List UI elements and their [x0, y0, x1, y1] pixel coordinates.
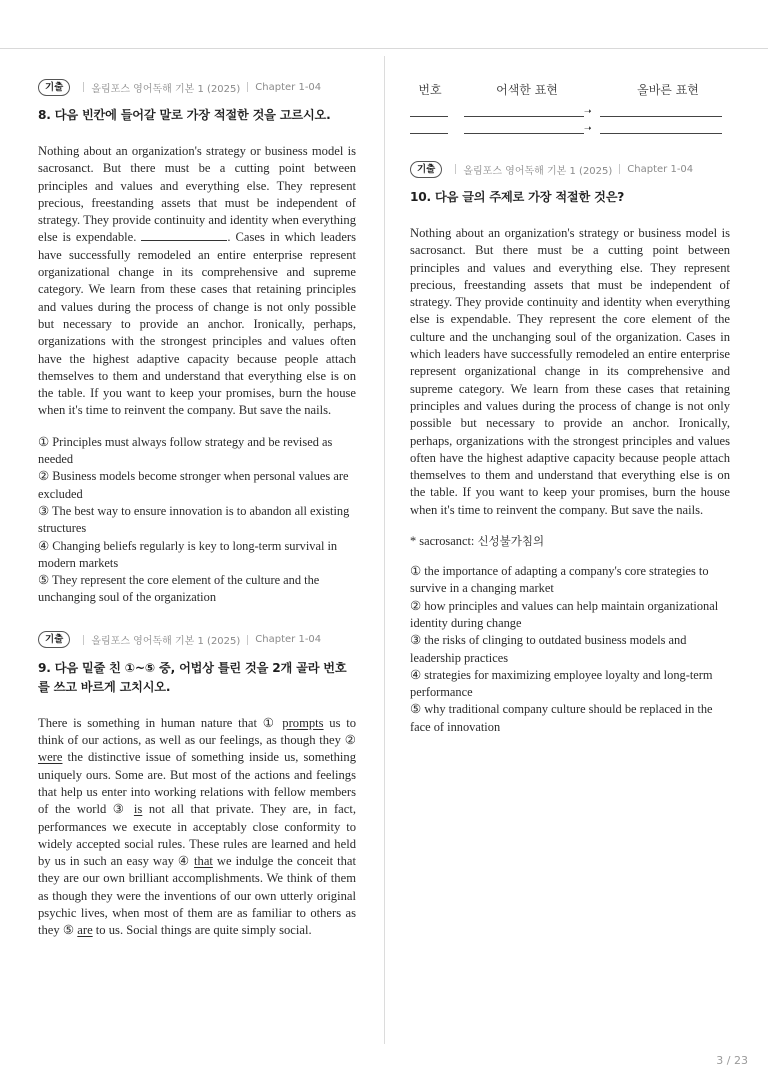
source-line: [38, 631, 356, 649]
question-passage: [38, 715, 356, 940]
underlined-word-1: prompts: [282, 715, 324, 730]
correct-expression-blank[interactable]: [600, 123, 722, 134]
wrong-expression-blank[interactable]: [464, 123, 584, 134]
option-3[interactable]: ③ The best way to ensure innovation is to abandon all existing structures: [38, 503, 350, 536]
section-gap: [410, 134, 730, 160]
underlined-word-2: were: [38, 750, 63, 765]
passage-text: to us. Social things are quite simply social.: [92, 923, 312, 938]
arrow-icon: ➝: [584, 107, 592, 117]
underlined-word-5: are: [77, 923, 93, 938]
question-8: [38, 78, 356, 607]
footnote-meaning: 신성불가침의: [477, 534, 545, 549]
wrong-expression-blank[interactable]: [464, 106, 584, 117]
source-book: 올림포스 영어독해 기본 1 (2025): [91, 636, 241, 648]
option-4[interactable]: ④ Changing beliefs regularly is key to long-term survival in modern markets: [38, 538, 338, 570]
page-number: 3 / 23: [716, 1054, 748, 1067]
answer-blank: [141, 229, 227, 241]
source-separator: [455, 164, 456, 174]
question-passage: [38, 143, 356, 420]
question-10: [410, 160, 730, 736]
source-separator: [619, 164, 620, 174]
option-4[interactable]: ④ strategies for maximizing employee loyalty and long-term performance: [410, 667, 713, 700]
column-divider: [384, 56, 385, 1044]
past-exam-badge: 기출: [38, 79, 70, 96]
underlined-word-4: that: [194, 854, 213, 869]
source-separator: [83, 635, 84, 645]
passage-text: not all that private. They are, in fact, performances we execute in acceptably close conformity to widely accepted social rules. These rules are learned and held by us in such an easy way ④: [38, 802, 356, 869]
source-separator: [247, 82, 248, 92]
question-title: 9. 다음 밑줄 친 ①~⑤ 중, 어법상 틀린 것을 2개 골라 번호를 쓰고 바르게 고치시오.: [38, 660, 347, 694]
question-title: 10. 다음 글의 주제로 가장 적절한 것은?: [410, 190, 625, 204]
passage-part-a: Nothing about an organization's strategy or business model is sacrosanct. But there must be a cutting point between principles and values and everything else. They represent precious, freestanding assets that must be independent of strategy. They provide continuity and identity when everything else is expendable.: [38, 144, 356, 245]
passage-text: There is something in human nature that ①: [38, 715, 283, 730]
option-5[interactable]: ⑤ They represent the core element of the culture and the unchanging soul of the organization: [38, 573, 320, 605]
question-9: [38, 631, 356, 940]
answer-row: [410, 100, 730, 117]
underlined-word-3: is: [133, 802, 143, 817]
number-blank[interactable]: [410, 123, 448, 134]
arrow-icon: ➝: [584, 124, 592, 134]
footnote: [410, 533, 730, 549]
section-gap: [38, 607, 356, 631]
option-3[interactable]: ③ the risks of clinging to outdated business models and leadership practices: [410, 633, 687, 665]
source-line: [410, 160, 730, 178]
answer-options: [38, 434, 356, 607]
passage-text: us to think of our actions, as well as our feelings, as though they ②: [38, 715, 356, 748]
answer-options: [410, 563, 730, 736]
passage-part-b: . Cases in which leaders have successfully remodeled an entire enterprise represent organizational change in its comprehensive and supreme category. We learn from these cases that retaining principles and values during the process of change is not only possible but necessary to provide an anchor. Ironically, perhaps, organizations with the strongest principles and values often have the highest adaptive capacity because people attach themselves to them and understand that everything else is on the table. If you want to keep your promises, burn the house when it's time to reinvent the company. But save the nails.: [38, 230, 356, 418]
option-1[interactable]: ① the importance of adapting a company's core strategies to survive in a changing market: [410, 564, 709, 596]
source-line: [38, 78, 356, 96]
source-book: 올림포스 영어독해 기본 1 (2025): [463, 165, 613, 177]
source-book: 올림포스 영어독해 기본 1 (2025): [91, 83, 241, 95]
option-5[interactable]: ⑤ why traditional company culture should be replaced in the face of innovation: [410, 702, 713, 734]
past-exam-badge: 기출: [410, 161, 442, 178]
question-passage: Nothing about an organization's strategy or business model is sacrosanct. But there must be a cutting point between principles and values and everything else. They represent precious, freestanding assets that must be independent of strategy. They provide continuity and identity when everything else is expendable. They represent the core element of the culture and the unchanging soul of the organization. Cases in which leaders have successfully remodeled an entire enterprise represent organizational change in its comprehensive and supreme category. We learn from these cases that retaining principles and values during the process of change is not only possible but necessary to provide an anchor. Ironically, perhaps, organizations with the strongest principles and values often have the highest adaptive capacity because people attach themselves to them and understand that everything else is on the table. If you want to keep your promises, burn the house when it's time to reinvent the company. But save the nails.: [410, 226, 730, 517]
header-number: 번호: [418, 82, 442, 97]
footnote-term: * sacrosanct:: [410, 534, 478, 549]
number-blank[interactable]: [410, 106, 448, 117]
option-2[interactable]: ② how principles and values can help maintain organizational identity during change: [410, 598, 719, 630]
answer-table-header: [410, 78, 730, 100]
correct-expression-blank[interactable]: [600, 106, 722, 117]
header-rule: [0, 48, 768, 49]
option-1[interactable]: ① Principles must always follow strategy and be revised as needed: [38, 434, 333, 467]
header-correct-expression: 올바른 표현: [637, 82, 699, 97]
answer-table: [410, 78, 730, 134]
passage-text: the distinctive issue of something inside us, something uniquely ours. Some are. But most of the actions and feelings that help us enter into working relations with fellow members of the world ③: [38, 750, 356, 817]
source-chapter: Chapter 1-04: [255, 81, 322, 93]
source-separator: [247, 635, 248, 645]
right-column: [410, 78, 730, 736]
source-separator: [83, 82, 84, 92]
past-exam-badge: 기출: [38, 631, 70, 648]
answer-row: [410, 117, 730, 134]
header-wrong-expression: 어색한 표현: [496, 82, 558, 97]
source-chapter: Chapter 1-04: [627, 163, 694, 175]
question-title: 8. 다음 빈칸에 들어갈 말로 가장 적절한 것을 고르시오.: [38, 108, 331, 122]
passage-text: we indulge the conceit that they are our own brilliant accomplishments. We think of them as though they were the inventions of our own utterly original psychic lives, when most of them are as familiar to others as they ⑤: [38, 854, 356, 938]
left-column: [38, 78, 356, 940]
option-2[interactable]: ② Business models become stronger when personal values are excluded: [38, 469, 349, 501]
source-chapter: Chapter 1-04: [255, 634, 322, 646]
